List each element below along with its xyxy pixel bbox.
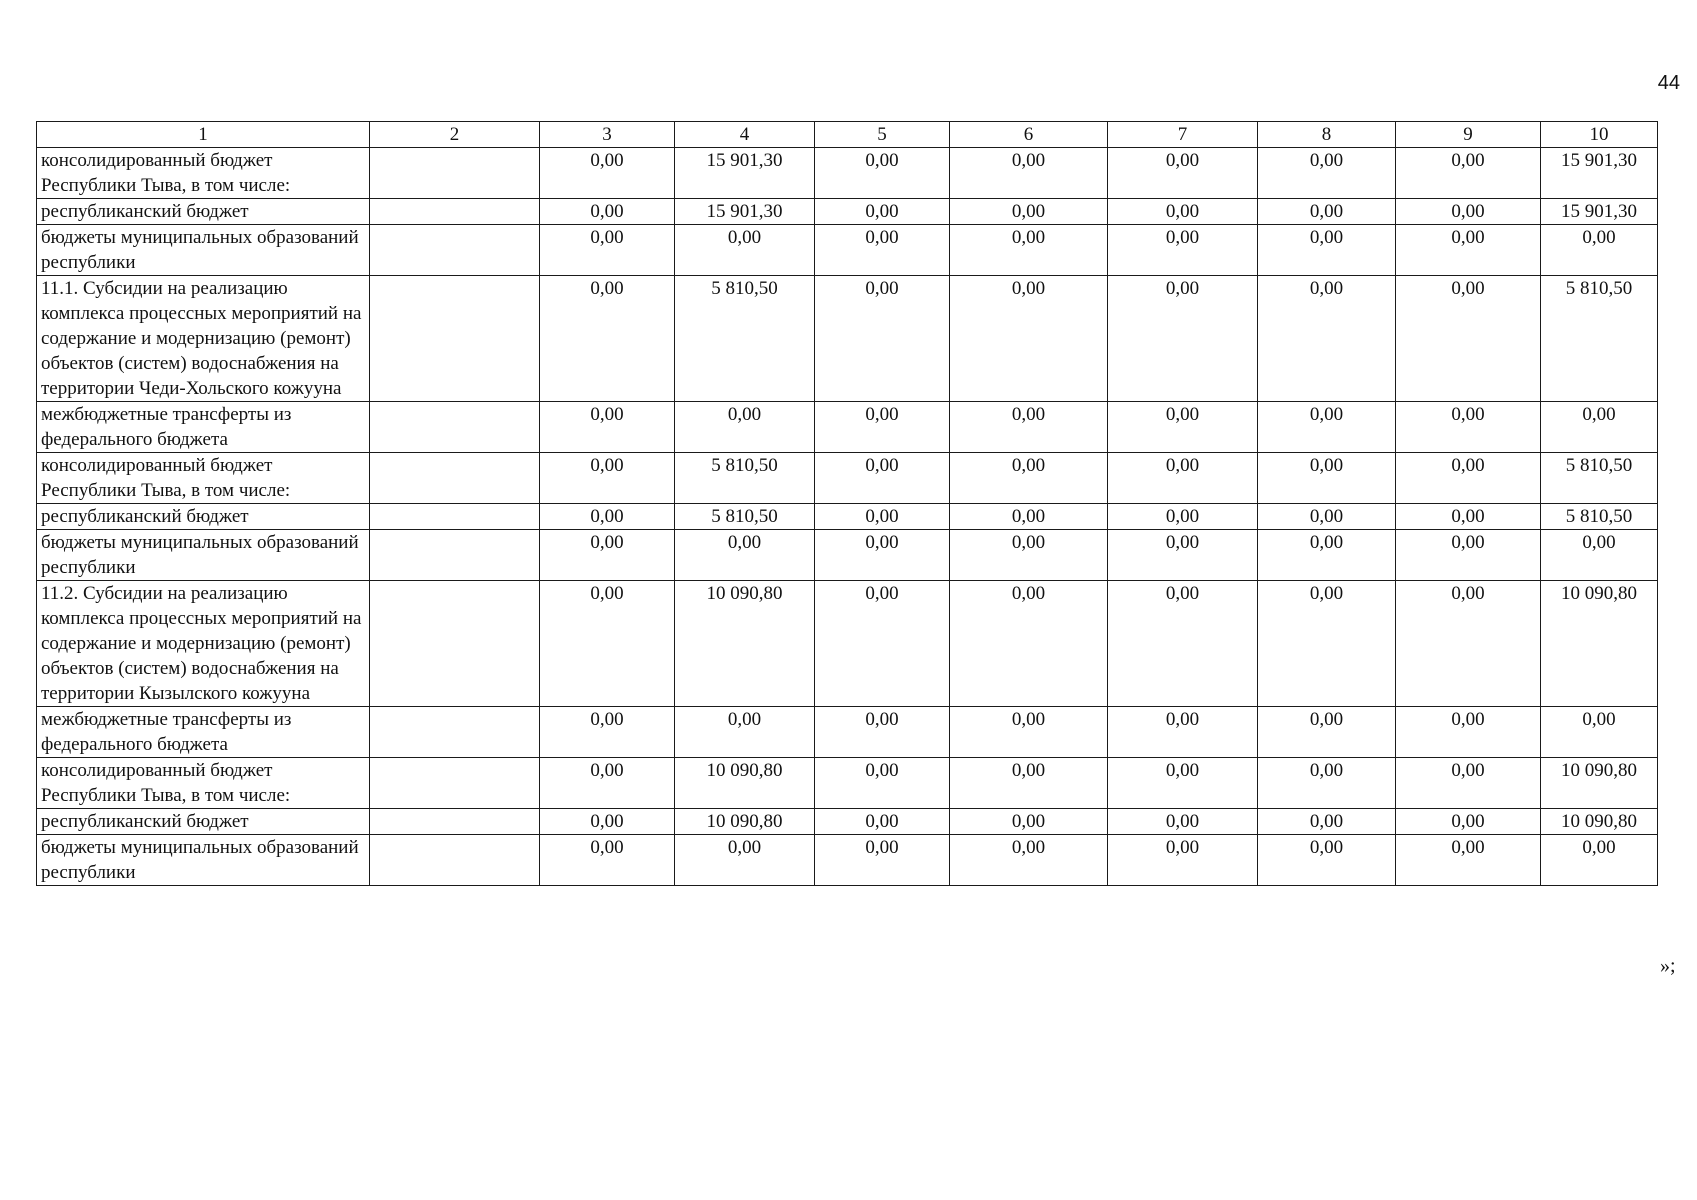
value-cell: 0,00 — [815, 707, 950, 758]
value-cell: 0,00 — [1396, 276, 1541, 402]
value-cell: 0,00 — [1396, 504, 1541, 530]
value-cell: 10 090,80 — [675, 581, 815, 707]
row-col2-cell — [370, 199, 540, 225]
header-row — [37, 122, 1658, 148]
value-cell: 0,00 — [1258, 707, 1396, 758]
table-row — [37, 707, 1658, 758]
value-cell: 0,00 — [1258, 276, 1396, 402]
value-cell: 5 810,50 — [1541, 276, 1658, 402]
value-cell: 10 090,80 — [675, 758, 815, 809]
value-cell: 0,00 — [540, 402, 675, 453]
value-cell: 0,00 — [815, 758, 950, 809]
row-label: бюджеты муниципальных образований республики — [37, 225, 370, 276]
value-cell: 0,00 — [540, 453, 675, 504]
row-label: межбюджетные трансферты из федерального бюджета — [37, 707, 370, 758]
value-cell: 0,00 — [950, 581, 1108, 707]
value-cell: 0,00 — [1541, 402, 1658, 453]
value-cell: 0,00 — [1396, 530, 1541, 581]
value-cell: 0,00 — [1396, 835, 1541, 886]
value-cell: 5 810,50 — [675, 504, 815, 530]
value-cell: 0,00 — [950, 758, 1108, 809]
page-number: 44 — [1657, 72, 1680, 94]
value-cell: 15 901,30 — [675, 199, 815, 225]
value-cell: 0,00 — [1258, 581, 1396, 707]
value-cell: 10 090,80 — [675, 809, 815, 835]
table-row — [37, 453, 1658, 504]
column-header: 4 — [675, 122, 815, 148]
value-cell: 0,00 — [1108, 199, 1258, 225]
row-label: республиканский бюджет — [37, 199, 370, 225]
value-cell: 10 090,80 — [1541, 809, 1658, 835]
table-row — [37, 504, 1658, 530]
value-cell: 0,00 — [1541, 225, 1658, 276]
value-cell: 0,00 — [815, 504, 950, 530]
value-cell: 0,00 — [1108, 530, 1258, 581]
column-header: 7 — [1108, 122, 1258, 148]
value-cell: 5 810,50 — [1541, 504, 1658, 530]
value-cell: 0,00 — [540, 809, 675, 835]
value-cell: 0,00 — [815, 453, 950, 504]
value-cell: 0,00 — [1396, 225, 1541, 276]
row-col2-cell — [370, 835, 540, 886]
value-cell: 10 090,80 — [1541, 581, 1658, 707]
value-cell: 0,00 — [1396, 453, 1541, 504]
row-label: республиканский бюджет — [37, 809, 370, 835]
value-cell: 0,00 — [815, 835, 950, 886]
value-cell: 0,00 — [540, 199, 675, 225]
value-cell: 0,00 — [1541, 835, 1658, 886]
value-cell: 0,00 — [1258, 402, 1396, 453]
column-header: 2 — [370, 122, 540, 148]
column-header: 5 — [815, 122, 950, 148]
row-col2-cell — [370, 148, 540, 199]
value-cell: 0,00 — [540, 530, 675, 581]
column-header: 3 — [540, 122, 675, 148]
row-label: бюджеты муниципальных образований республики — [37, 835, 370, 886]
row-col2-cell — [370, 402, 540, 453]
value-cell: 0,00 — [1108, 758, 1258, 809]
value-cell: 0,00 — [540, 707, 675, 758]
value-cell: 0,00 — [950, 199, 1108, 225]
value-cell: 0,00 — [1258, 835, 1396, 886]
table-row — [37, 148, 1658, 199]
value-cell: 0,00 — [1258, 758, 1396, 809]
value-cell: 0,00 — [815, 581, 950, 707]
table-row — [37, 809, 1658, 835]
value-cell: 0,00 — [950, 453, 1108, 504]
table-row — [37, 276, 1658, 402]
value-cell: 0,00 — [1258, 504, 1396, 530]
value-cell: 0,00 — [540, 504, 675, 530]
value-cell: 0,00 — [540, 276, 675, 402]
value-cell: 0,00 — [1108, 504, 1258, 530]
value-cell: 0,00 — [950, 504, 1108, 530]
value-cell: 0,00 — [950, 225, 1108, 276]
table-row — [37, 835, 1658, 886]
row-col2-cell — [370, 707, 540, 758]
value-cell: 5 810,50 — [675, 453, 815, 504]
value-cell: 0,00 — [1258, 225, 1396, 276]
row-label: консолидированный бюджет Республики Тыва, в том числе: — [37, 758, 370, 809]
value-cell: 0,00 — [1258, 148, 1396, 199]
value-cell: 0,00 — [675, 707, 815, 758]
value-cell: 0,00 — [1396, 148, 1541, 199]
value-cell: 0,00 — [1108, 148, 1258, 199]
row-col2-cell — [370, 225, 540, 276]
budget-table — [36, 121, 1658, 886]
value-cell: 0,00 — [1396, 581, 1541, 707]
column-header: 1 — [37, 122, 370, 148]
table-row — [37, 581, 1658, 707]
table-row — [37, 199, 1658, 225]
table-row — [37, 402, 1658, 453]
value-cell: 0,00 — [815, 148, 950, 199]
value-cell: 0,00 — [675, 530, 815, 581]
table-body — [37, 148, 1658, 886]
table-row — [37, 530, 1658, 581]
row-label: межбюджетные трансферты из федерального бюджета — [37, 402, 370, 453]
value-cell: 0,00 — [950, 148, 1108, 199]
column-header: 10 — [1541, 122, 1658, 148]
value-cell: 0,00 — [675, 835, 815, 886]
value-cell: 0,00 — [950, 402, 1108, 453]
value-cell: 0,00 — [950, 835, 1108, 886]
value-cell: 0,00 — [1541, 707, 1658, 758]
value-cell: 0,00 — [1258, 809, 1396, 835]
value-cell: 0,00 — [1108, 402, 1258, 453]
value-cell: 0,00 — [1258, 199, 1396, 225]
row-col2-cell — [370, 276, 540, 402]
table-row — [37, 225, 1658, 276]
row-label: 11.1. Субсидии на реализацию комплекса процессных мероприятий на содержание и модернизацию (ремонт) объектов (систем) водоснабжения на территории Чеди-Хольского кожууна — [37, 276, 370, 402]
value-cell: 0,00 — [815, 809, 950, 835]
value-cell: 10 090,80 — [1541, 758, 1658, 809]
value-cell: 0,00 — [675, 402, 815, 453]
row-label: консолидированный бюджет Республики Тыва, в том числе: — [37, 453, 370, 504]
value-cell: 0,00 — [815, 199, 950, 225]
row-label: бюджеты муниципальных образований республики — [37, 530, 370, 581]
row-col2-cell — [370, 530, 540, 581]
value-cell: 0,00 — [675, 225, 815, 276]
value-cell: 5 810,50 — [675, 276, 815, 402]
table-row — [37, 758, 1658, 809]
value-cell: 0,00 — [950, 530, 1108, 581]
row-col2-cell — [370, 504, 540, 530]
row-label: 11.2. Субсидии на реализацию комплекса процессных мероприятий на содержание и модернизацию (ремонт) объектов (систем) водоснабжения на территории Кызылского кожууна — [37, 581, 370, 707]
value-cell: 0,00 — [1541, 530, 1658, 581]
value-cell: 0,00 — [1108, 809, 1258, 835]
value-cell: 0,00 — [815, 402, 950, 453]
value-cell: 0,00 — [1396, 758, 1541, 809]
value-cell: 0,00 — [540, 225, 675, 276]
value-cell: 0,00 — [1396, 707, 1541, 758]
value-cell: 0,00 — [1396, 402, 1541, 453]
table-header — [37, 122, 1658, 148]
value-cell: 0,00 — [1108, 835, 1258, 886]
value-cell: 0,00 — [815, 276, 950, 402]
row-label: консолидированный бюджет Республики Тыва, в том числе: — [37, 148, 370, 199]
row-col2-cell — [370, 758, 540, 809]
value-cell: 15 901,30 — [675, 148, 815, 199]
value-cell: 15 901,30 — [1541, 199, 1658, 225]
value-cell: 0,00 — [1258, 453, 1396, 504]
column-header: 8 — [1258, 122, 1396, 148]
closing-quote-mark: »; — [1660, 955, 1676, 977]
value-cell: 0,00 — [1108, 581, 1258, 707]
value-cell: 0,00 — [950, 707, 1108, 758]
value-cell: 0,00 — [1108, 707, 1258, 758]
row-col2-cell — [370, 809, 540, 835]
value-cell: 0,00 — [540, 148, 675, 199]
value-cell: 0,00 — [1108, 225, 1258, 276]
value-cell: 0,00 — [540, 581, 675, 707]
row-col2-cell — [370, 453, 540, 504]
value-cell: 5 810,50 — [1541, 453, 1658, 504]
value-cell: 0,00 — [1396, 199, 1541, 225]
value-cell: 0,00 — [1258, 530, 1396, 581]
value-cell: 0,00 — [815, 225, 950, 276]
column-header: 9 — [1396, 122, 1541, 148]
row-label: республиканский бюджет — [37, 504, 370, 530]
value-cell: 0,00 — [815, 530, 950, 581]
column-header: 6 — [950, 122, 1108, 148]
value-cell: 0,00 — [950, 809, 1108, 835]
value-cell: 0,00 — [1108, 453, 1258, 504]
row-col2-cell — [370, 581, 540, 707]
value-cell: 0,00 — [1396, 809, 1541, 835]
value-cell: 0,00 — [950, 276, 1108, 402]
value-cell: 0,00 — [1108, 276, 1258, 402]
value-cell: 0,00 — [540, 835, 675, 886]
value-cell: 15 901,30 — [1541, 148, 1658, 199]
value-cell: 0,00 — [540, 758, 675, 809]
